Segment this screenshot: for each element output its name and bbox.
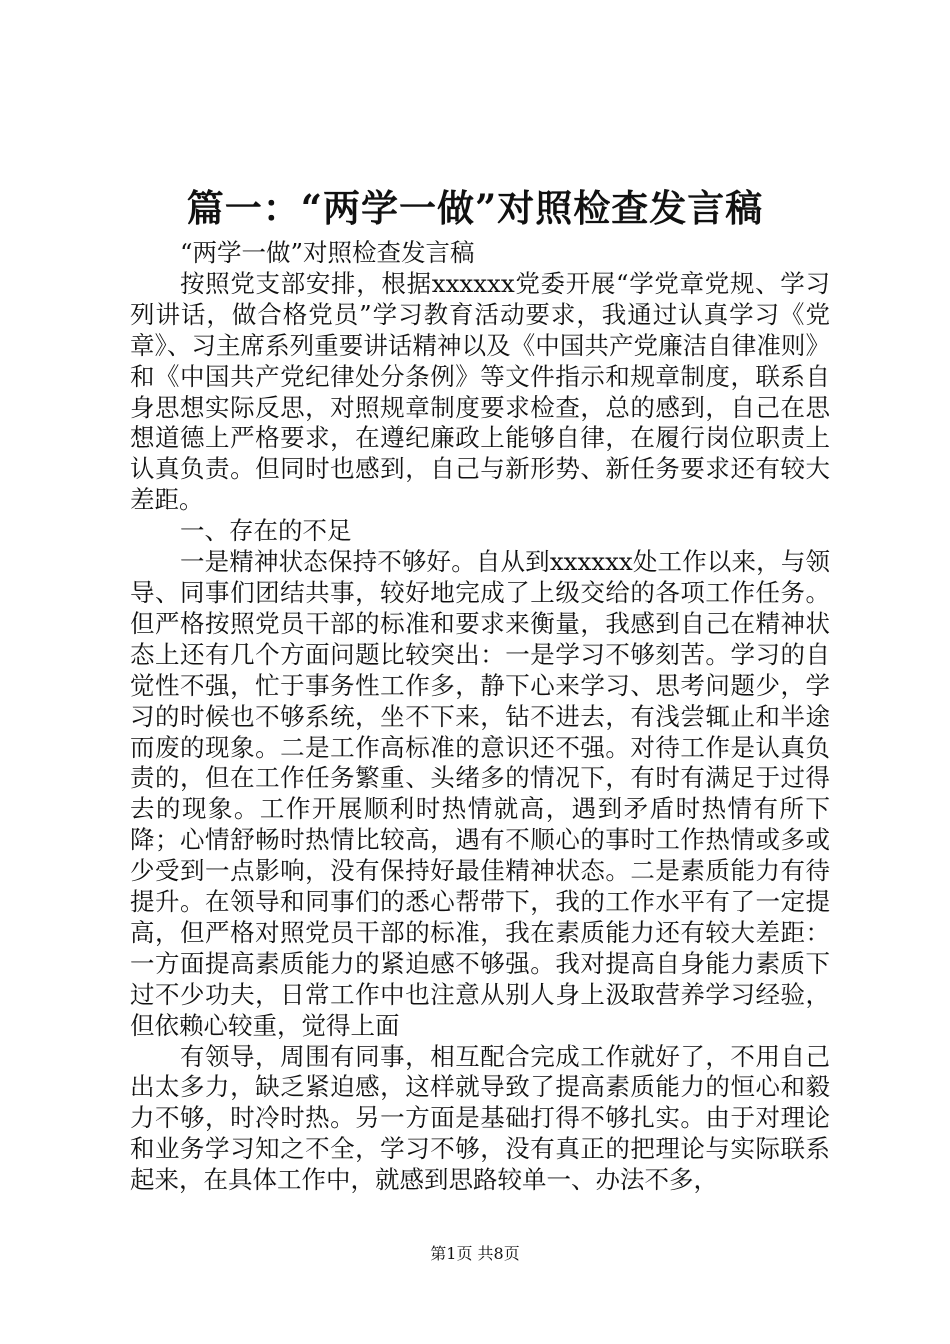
paragraph-continued: 有领导，周围有同事，相互配合完成工作就好了，不用自己出太多力，缺乏紧迫感，这样就导致了提高素质能力的恒心和毅力不够，时冷时热。另一方面是基础打得不够扎实。由于对理论和业务学习知之不全，学习不够，没有真正的把理论与实际联系起来，在具体工作中，就感到思路较单一、办法不多， bbox=[130, 1041, 830, 1195]
page-footer: 第1页 共8页 bbox=[430, 1244, 520, 1263]
paragraph-shortcomings: 一是精神状态保持不够好。自从到xxxxxx处工作以来，与领导、同事们团结共事，较好地完成了上级交给的各项工作任务。但严格按照党员干部的标准和要求来衡量，我感到自己在精神状态上还有几个方面问题比较突出：一是学习不够刻苦。学习的自觉性不强，忙于事务性工作多，静下心来学习、思考问题少，学习的时候也不够系统，坐不下来，钻不进去，有浅尝辄止和半途而废的现象。二是工作高标准的意识还不强。对待工作是认真负责的，但在工作任务繁重、头绪多的情况下，有时有满足于过得去的现象。工作开展顺利时热情就高，遇到矛盾时热情有所下降；心情舒畅时热情比较高，遇有不顺心的事时工作热情或多或少受到一点影响，没有保持好最佳精神状态。二是素质能力有待提升。在领导和同事们的悉心帮带下，我的工作水平有了一定提高，但严格对照党员干部的标准，我在素质能力还有较大差距：一方面提高素质能力的紧迫感不够强。我对提高自身能力素质下过不少功夫，日常工作中也注意从别人身上汲取营养学习经验，但依赖心较重，觉得上面 bbox=[130, 547, 830, 1040]
section-heading: 一、存在的不足 bbox=[180, 516, 352, 546]
paragraph-subtitle: “两学一做”对照检查发言稿 bbox=[180, 238, 475, 267]
document-title: 篇一：“两学一做”对照检查发言稿 bbox=[186, 186, 764, 230]
document-body bbox=[130, 238, 830, 1196]
paragraph-intro: 按照党支部安排，根据xxxxxx党委开展“学党章党规、学习列讲话，做合格党员”学习教育活动要求，我通过认真学习《党章》、习主席系列重要讲话精神以及《中国共产党廉洁自律准则》和《中国共产党纪律处分条例》等文件指示和规章制度，联系自身思想实际反思，对照规章制度要求检查，总的感到，自己在思想道德上严格要求，在遵纪廉政上能够自律，在履行岗位职责上认真负责。但同时也感到，自己与新形势、新任务要求还有较大差距。 bbox=[130, 268, 830, 515]
